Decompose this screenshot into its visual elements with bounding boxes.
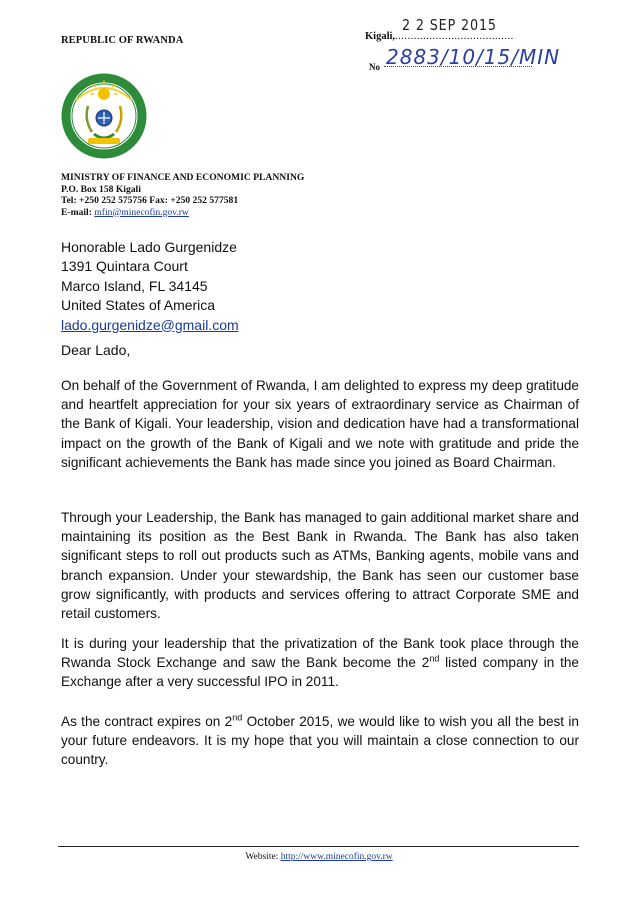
reference-no-label: No bbox=[369, 62, 380, 72]
ministry-email-line bbox=[61, 207, 304, 219]
footer-divider bbox=[58, 846, 579, 847]
ministry-name: MINISTRY OF FINANCE AND ECONOMIC PLANNING bbox=[61, 172, 305, 183]
reference-dotted-line bbox=[384, 66, 532, 67]
date-stamp: 2 2 SEP 2015 bbox=[402, 16, 497, 34]
recipient-street: 1391 Quintara Court bbox=[61, 258, 188, 275]
footer-website-label: Website: bbox=[245, 852, 279, 862]
p4-text-a: As the contract expires on 2 bbox=[61, 714, 233, 729]
p4-superscript: nd bbox=[232, 712, 243, 723]
p3-text-b: listed company in the Exchange after a very successful IPO in 2011. bbox=[61, 655, 579, 690]
p3-superscript: nd bbox=[429, 653, 440, 664]
recipient-email-link[interactable]: lado.gurgenidze@gmail.com bbox=[61, 316, 239, 333]
body-paragraph-2: Through your Leadership, the Bank has managed to gain additional market share and maintaining its position as the Best Bank in Rwanda. The Bank has also taken significant steps to roll out products such as ATMs, Banking agents, mobile vans and branch expansion. Under your stewardship, the Bank has seen our customer base grow significantly, with products and services offering to attract Corporate SME and retail customers. bbox=[61, 510, 579, 622]
reference-number: 2883/10/15/MIN bbox=[386, 45, 561, 69]
salutation: Dear Lado, bbox=[61, 342, 131, 358]
footer-website-link[interactable]: http://www.minecofin.gov.rw bbox=[280, 852, 393, 862]
republic-heading: REPUBLIC OF RWANDA bbox=[61, 35, 184, 46]
footer-website bbox=[0, 852, 638, 862]
ministry-tel-fax: Tel: +250 252 575756 Fax: +250 252 577581 bbox=[61, 195, 239, 206]
p3-text-a: It is during your leadership that the privatization of the Bank took place through the Rwanda Stock Exchange and saw the Bank become the 2 bbox=[61, 636, 579, 671]
body-paragraph-1: On behalf of the Government of Rwanda, I am delighted to express my deep gratitude and heartfelt appreciation for your six years of extraordinary service as Chairman of the Bank of Kigali. Your leadership, vision and dedication have had a transformational impact on the growth of the Bank of Kigali and we note with gratitude and pride the significant achievements the Bank has made since you joined as Board Chairman. bbox=[61, 378, 579, 470]
p4-text-b: October 2015, we would like to wish you all the best in your future endeavors. It is my hope that you will maintain a close connection to our country. bbox=[61, 714, 579, 768]
recipient-name: Honorable Lado Gurgenidze bbox=[61, 239, 237, 255]
ministry-po-box: P.O. Box 158 Kigali bbox=[61, 183, 141, 195]
recipient-city: Marco Island, FL 34145 bbox=[61, 277, 208, 294]
ministry-email-link[interactable]: mfin@minecofin.gov.rw bbox=[94, 206, 189, 218]
body-paragraph-4 bbox=[61, 712, 579, 770]
kigali-date-line bbox=[365, 31, 514, 42]
ministry-letterhead bbox=[61, 172, 304, 218]
body-paragraph-3 bbox=[61, 634, 579, 692]
recipient-country: United States of America bbox=[61, 297, 216, 314]
kigali-label: Kigali, bbox=[365, 31, 396, 42]
ministry-email-label: E-mail: bbox=[61, 206, 92, 218]
recipient-address bbox=[61, 238, 239, 335]
rwanda-coat-of-arms-icon bbox=[58, 72, 150, 162]
kigali-dots: ...................................... bbox=[395, 31, 514, 42]
